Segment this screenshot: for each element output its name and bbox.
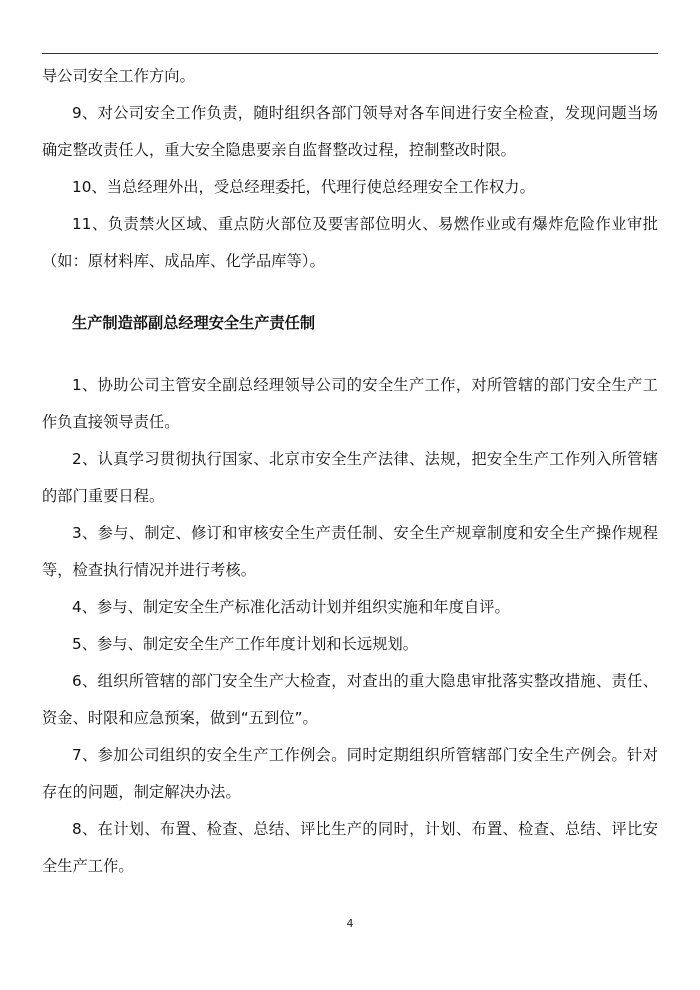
- list-item: 5、参与、制定安全生产工作年度计划和长远规划。: [72, 635, 419, 653]
- header-rule: [42, 53, 658, 54]
- list-item: 9、对公司安全工作负责，随时组织各部门领导对各车间进行安全检查，发现问题当场确定整改责任人，重大安全隐患要亲自监督整改过程，控制整改时限。: [42, 104, 658, 159]
- list-item: 10、当总经理外出，受总经理委托，代理行使总经理安全工作权力。: [72, 178, 535, 196]
- list-item: 4、参与、制定安全生产标准化活动计划并组织实施和年度自评。: [72, 598, 510, 616]
- continuation-paragraph: 导公司安全工作方向。: [42, 67, 195, 85]
- page-number: 4: [346, 917, 354, 930]
- list-item: 2、认真学习贯彻执行国家、北京市安全生产法律、法规，把安全生产工作列入所管辖的部门重要日程。: [42, 450, 658, 505]
- list-item: 1、协助公司主管安全副总经理领导公司的安全生产工作，对所管辖的部门安全生产工作负直接领导责任。: [42, 376, 658, 431]
- document-body: [42, 58, 658, 885]
- section-title: 生产制造部副总经理安全生产责任制: [72, 314, 315, 332]
- list-item: 7、参加公司组织的安全生产工作例会。同时定期组织所管辖部门安全生产例会。针对存在的问题，制定解决办法。: [42, 746, 658, 801]
- list-item: 6、组织所管辖的部门安全生产大检查，对查出的重大隐患审批落实整改措施、责任、资金、时限和应急预案，做到“五到位”。: [42, 672, 658, 727]
- list-item: 11、负责禁火区域、重点防火部位及要害部位明火、易燃作业或有爆炸危险作业审批（如：原材料库、成品库、化学品库等）。: [42, 215, 658, 270]
- list-item: 8、在计划、布置、检查、总结、评比生产的同时，计划、布置、检查、总结、评比安全生产工作。: [42, 820, 658, 875]
- list-item: 3、参与、制定、修订和审核安全生产责任制、安全生产规章制度和安全生产操作规程等，检查执行情况并进行考核。: [42, 524, 658, 579]
